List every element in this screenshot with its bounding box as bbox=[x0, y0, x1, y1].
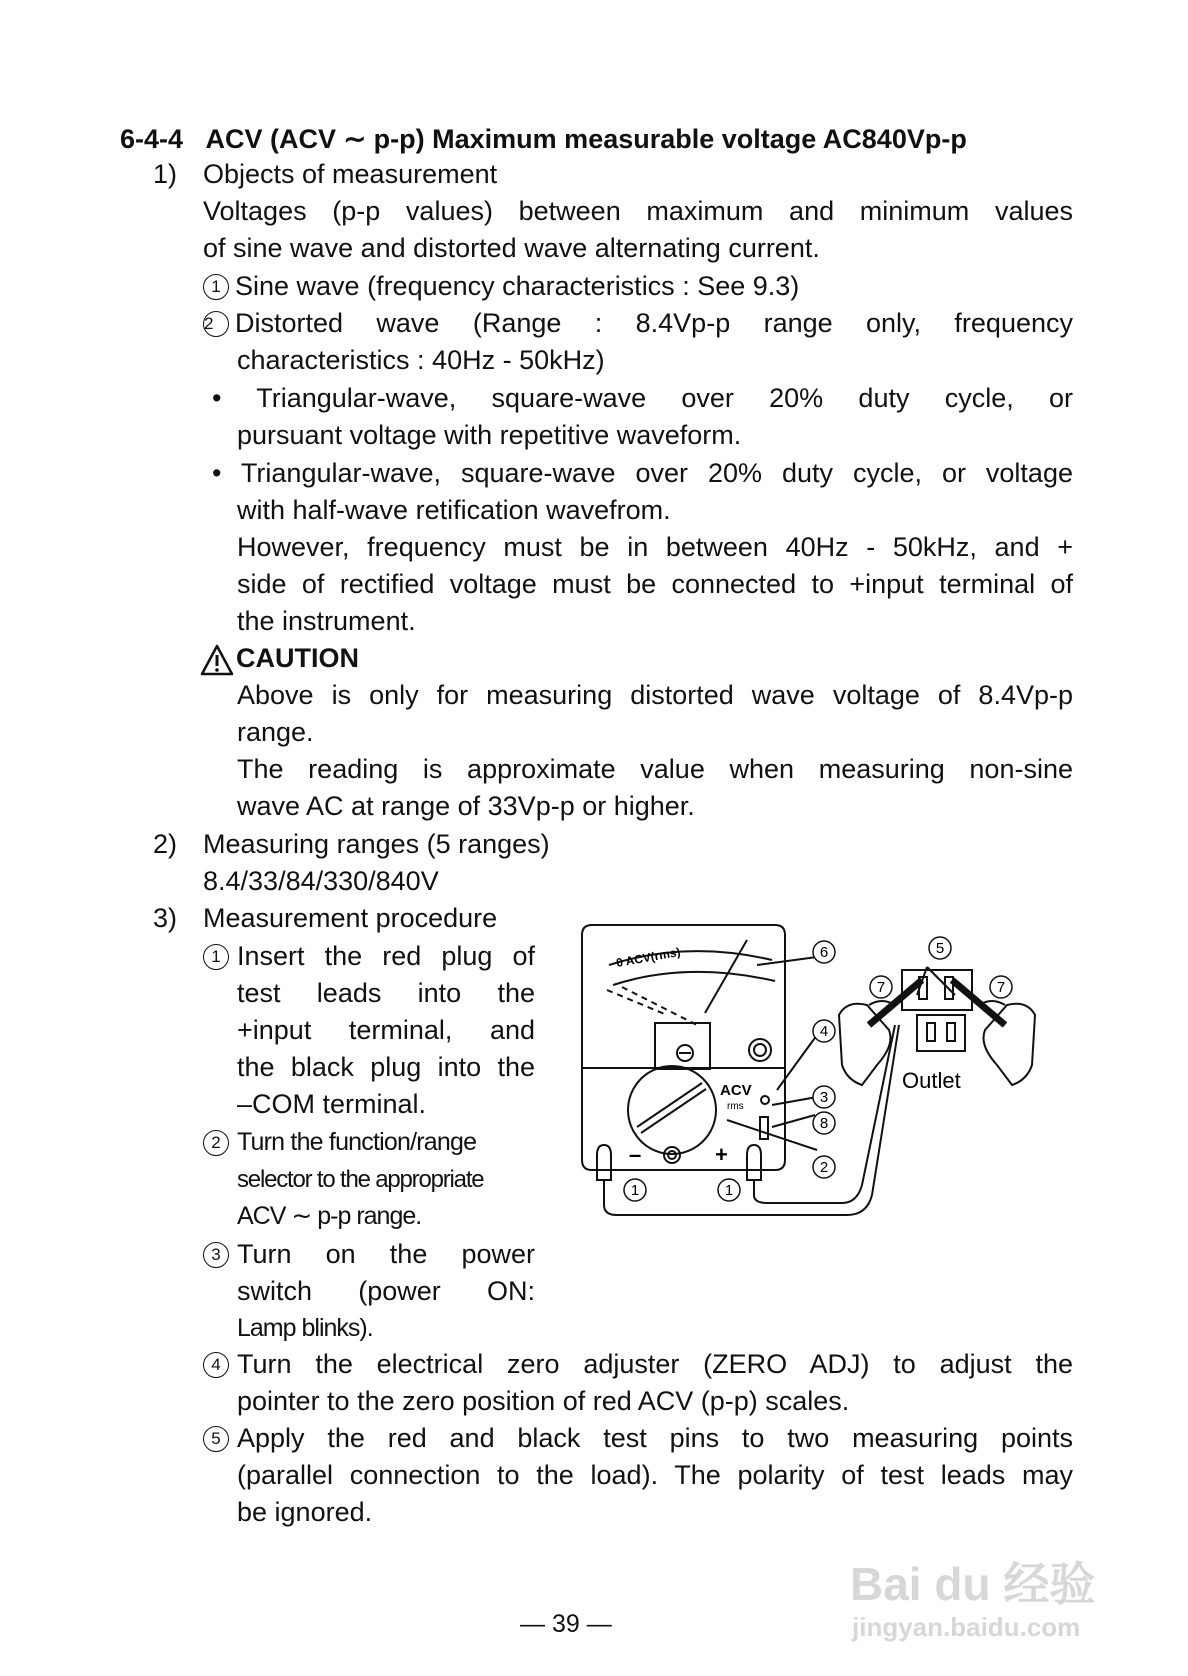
warning-triangle-icon bbox=[200, 644, 234, 676]
callout-4: 4 bbox=[819, 1023, 829, 1040]
step-2-line2: selector to the appropriate bbox=[237, 1166, 484, 1193]
step-2-line3: ACV ∼ p-p range. bbox=[237, 1202, 422, 1230]
bullet-2-line3: However, frequency must be in between 40Hz - 50kHz, and + bbox=[237, 532, 1073, 562]
step-4-line2: pointer to the zero position of red ACV (p-p) scales. bbox=[237, 1386, 850, 1416]
bullet-1-line1: • Triangular-wave, square-wave over 20% duty cycle, or bbox=[212, 383, 1073, 413]
circled-number: 3 bbox=[203, 1242, 229, 1268]
outlet-socket bbox=[917, 1015, 965, 1051]
circled-number: 2 bbox=[203, 1130, 229, 1156]
step-3-mark bbox=[203, 1236, 235, 1273]
callout-2-line bbox=[727, 1120, 817, 1150]
callout-3: 3 bbox=[819, 1089, 829, 1106]
step-4-line1: Turn the electrical zero adjuster (ZERO ADJ) to adjust the bbox=[237, 1349, 1073, 1379]
bullet-2-line5: the instrument. bbox=[237, 606, 416, 636]
step-1-line2: test leads into the bbox=[237, 978, 535, 1008]
callout-1-left: 1 bbox=[630, 1182, 640, 1199]
item-text: Distorted wave (Range : 8.4Vp-p range only, frequency bbox=[235, 308, 1073, 338]
callout-7-right: 7 bbox=[996, 979, 1006, 996]
black-plug bbox=[597, 1145, 611, 1180]
procedure-number: 3) bbox=[153, 903, 178, 933]
callout-5-line-right bbox=[927, 967, 955, 995]
step-2-mark bbox=[203, 1124, 235, 1161]
step-3-line2: switch (power ON: bbox=[237, 1276, 535, 1306]
item-text: Sine wave (frequency characteristics : See 9.3) bbox=[235, 271, 800, 301]
outlet-slot-right bbox=[947, 1023, 955, 1041]
callout-8: 8 bbox=[819, 1115, 829, 1132]
circled-number: 1 bbox=[203, 944, 229, 970]
circled-number: 2 bbox=[203, 311, 229, 337]
step-3-line1: Turn on the power bbox=[237, 1239, 535, 1269]
minus-label: – bbox=[629, 1142, 642, 1167]
callout-8-line bbox=[772, 1115, 815, 1127]
meter-zero-line bbox=[622, 987, 697, 1025]
callout-2: 2 bbox=[819, 1159, 829, 1176]
selector-dial bbox=[628, 1066, 716, 1154]
circled-number: 4 bbox=[203, 1352, 229, 1378]
meter-scale-arc-lower bbox=[613, 972, 775, 985]
objects-number: 1) bbox=[153, 159, 178, 189]
objects-para-line2: of sine wave and distorted wave alternating current. bbox=[203, 233, 820, 263]
callout-5: 5 bbox=[935, 940, 945, 957]
section-number: 6-4-4 bbox=[120, 124, 184, 154]
selector-pointer-2 bbox=[641, 1089, 706, 1133]
caution-line2: range. bbox=[237, 717, 314, 747]
plus-label: + bbox=[715, 1142, 728, 1167]
circled-number: 5 bbox=[203, 1426, 229, 1452]
acv-label: ACV bbox=[720, 1082, 752, 1099]
callout-1-right: 1 bbox=[724, 1182, 734, 1199]
caution-line3: The reading is approximate value when measuring non-sine bbox=[237, 754, 1073, 784]
ranges-values: 8.4/33/84/330/840V bbox=[203, 866, 439, 896]
callout-3-line bbox=[772, 1097, 817, 1105]
selector-pointer bbox=[637, 1083, 702, 1127]
step-2-line1: Turn the function/range bbox=[237, 1128, 477, 1156]
ranges-heading: Measuring ranges (5 ranges) bbox=[203, 829, 550, 859]
outlet-slot-left bbox=[927, 1023, 935, 1041]
objects-item-1 bbox=[203, 268, 799, 305]
step-1-line1: Insert the red plug of bbox=[237, 941, 535, 971]
caution-line1: Above is only for measuring distorted wave voltage of 8.4Vp-p bbox=[237, 680, 1073, 710]
procedure-heading: Measurement procedure bbox=[203, 903, 498, 933]
objects-item-2-line2: characteristics : 40Hz - 50kHz) bbox=[237, 345, 605, 375]
watermark-url: jingyan.baidu.com bbox=[852, 1612, 1081, 1642]
step-5-line3: be ignored. bbox=[237, 1497, 373, 1527]
power-lamp bbox=[761, 1096, 769, 1104]
section-title: ACV (ACV ∼ p-p) Maximum measurable voltage AC840Vp-p bbox=[205, 124, 967, 154]
watermark-brand: Bai du 经验 bbox=[850, 1558, 1096, 1610]
callout-4-line bbox=[777, 1035, 817, 1090]
step-5-line1: Apply the red and black test pins to two measuring points bbox=[237, 1423, 1073, 1453]
step-5-line2: (parallel connection to the load). The polarity of test leads may bbox=[237, 1460, 1073, 1490]
step-4-mark bbox=[203, 1346, 235, 1383]
objects-heading: Objects of measurement bbox=[203, 159, 498, 189]
knob-inner bbox=[754, 1044, 766, 1056]
outlet-label: Outlet bbox=[902, 1068, 961, 1093]
measurement-diagram bbox=[577, 905, 1077, 1285]
objects-para-line1: Voltages (p-p values) between maximum and minimum values bbox=[203, 196, 1073, 226]
step-3-line3: Lamp blinks). bbox=[237, 1314, 373, 1342]
callout-7-left: 7 bbox=[876, 979, 886, 996]
circled-number: 1 bbox=[203, 274, 229, 300]
step-1-mark bbox=[203, 938, 235, 975]
bullet-2-line2: with half-wave retification wavefrom. bbox=[237, 495, 671, 525]
callout-6: 6 bbox=[819, 944, 829, 961]
step-1-line4: the black plug into the bbox=[237, 1052, 535, 1082]
section-heading bbox=[120, 124, 967, 155]
step-1-line3: +input terminal, and bbox=[237, 1015, 535, 1045]
red-plug bbox=[747, 1145, 761, 1180]
caution-line4: wave AC at range of 33Vp-p or higher. bbox=[237, 791, 695, 821]
power-switch bbox=[760, 1117, 768, 1139]
caution-title: CAUTION bbox=[236, 643, 359, 673]
rms-label: rms bbox=[727, 1101, 744, 1112]
step-5-mark bbox=[203, 1420, 235, 1457]
bullet-2-line1: • Triangular-wave, square-wave over 20% duty cycle, or voltage bbox=[212, 458, 1073, 488]
ranges-number: 2) bbox=[153, 829, 178, 859]
objects-item-2 bbox=[203, 305, 1073, 342]
scale-label: 0 ACV(rms) bbox=[615, 944, 682, 970]
knob-outer bbox=[749, 1039, 771, 1061]
bullet-1-line2: pursuant voltage with repetitive waveform. bbox=[237, 420, 742, 450]
step-1-line5: –COM terminal. bbox=[237, 1089, 427, 1119]
page-number: — 39 — bbox=[520, 1610, 612, 1638]
bullet-2-line4: side of rectified voltage must be connected to +input terminal of bbox=[237, 569, 1073, 599]
